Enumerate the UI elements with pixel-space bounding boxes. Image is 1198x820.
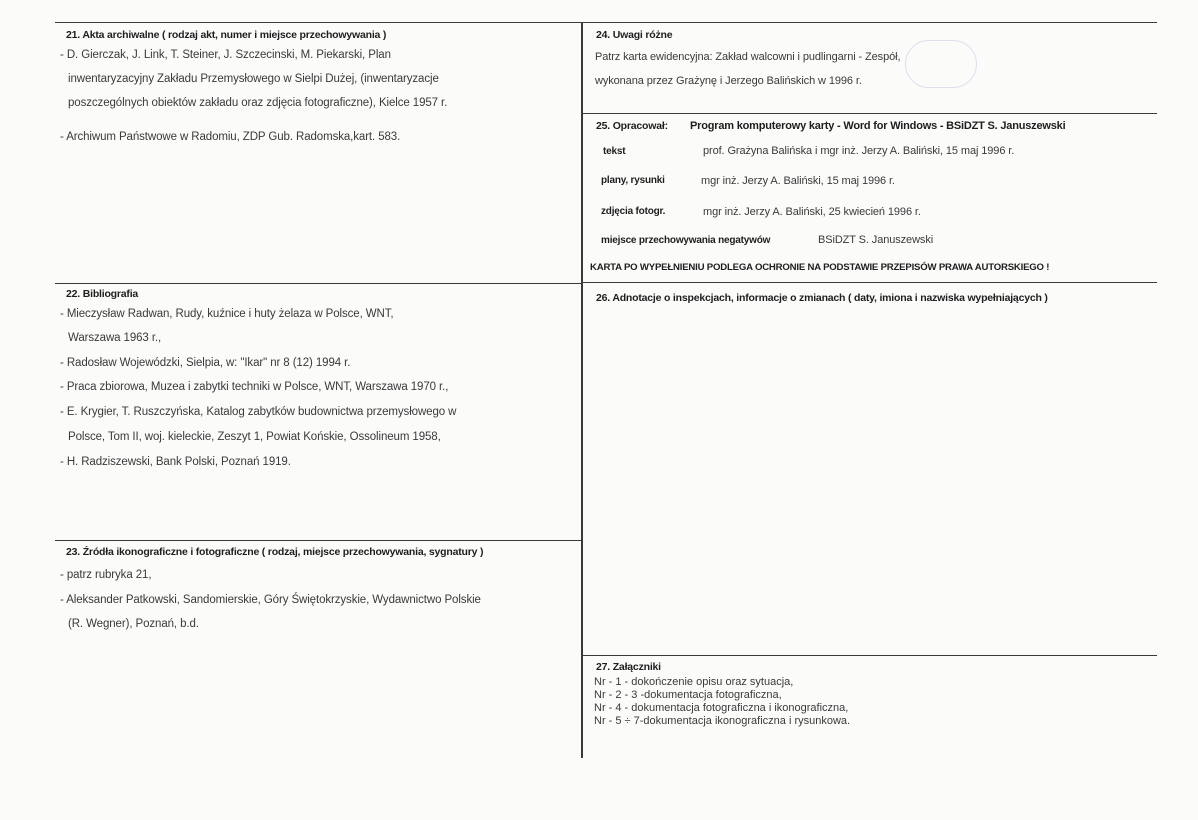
section-22-line: Warszawa 1963 r., xyxy=(68,332,162,344)
section-22-line: - H. Radziszewski, Bank Polski, Poznań 1919. xyxy=(60,456,291,468)
divider-23-line xyxy=(55,540,582,541)
value-tekst: prof. Grażyna Balińska i mgr inż. Jerzy A. Baliński, 15 maj 1996 r. xyxy=(703,145,1015,157)
section-23-title: 23. Źródła ikonograficzne i fotograficzne ( rodzaj, miejsce przechowywania, sygnatury ) xyxy=(66,546,484,558)
top-border-line xyxy=(55,22,1157,23)
section-23-line: - patrz rubryka 21, xyxy=(60,569,152,581)
section-21-title: 21. Akta archiwalne ( rodzaj akt, numer i miejsce przechowywania ) xyxy=(66,29,387,41)
section-22-title: 22. Bibliografia xyxy=(66,288,139,300)
label-plany-rysunki: plany, rysunki xyxy=(601,175,665,186)
section-25-program: Program komputerowy karty - Word for Windows - BSiDZT S. Januszewski xyxy=(690,120,1066,132)
section-26-title: 26. Adnotacje o inspekcjach, informacje o zmianach ( daty, imiona i nazwiska wypełniających ) xyxy=(596,292,1048,304)
label-zdjecia-fotogr: zdjęcia fotogr. xyxy=(601,206,666,217)
section-21-line: - Archiwum Państwowe w Radomiu, ZDP Gub. Radomska,kart. 583. xyxy=(60,131,401,143)
label-miejsce-negatywow: miejsce przechowywania negatywów xyxy=(601,235,771,246)
section-21-line: inwentaryzacyjny Zakładu Przemysłowego w Sielpi Dużej, (inwentaryzacje xyxy=(68,73,439,85)
label-tekst: tekst xyxy=(603,146,626,157)
center-divider-line xyxy=(581,22,583,758)
divider-25-line xyxy=(582,113,1157,114)
section-22-line: - Radosław Wojewódzki, Sielpia, w: "Ikar" nr 8 (12) 1994 r. xyxy=(60,357,351,369)
section-22-line: - Praca zbiorowa, Muzea i zabytki techniki w Polsce, WNT, Warszawa 1970 r., xyxy=(60,381,449,393)
section-27-line: Nr - 5 ÷ 7-dokumentacja ikonograficzna i rysunkowa. xyxy=(594,715,851,727)
section-24-line: wykonana przez Grażynę i Jerzego Balińskich w 1996 r. xyxy=(595,75,862,87)
section-24-title: 24. Uwagi różne xyxy=(596,29,673,41)
section-25-title: 25. Opracował: xyxy=(596,120,668,132)
section-27-title: 27. Załączniki xyxy=(596,661,661,673)
copyright-warning: KARTA PO WYPEŁNIENIU PODLEGA OCHRONIE NA PODSTAWIE PRZEPISÓW PRAWA AUTORSKIEGO ! xyxy=(590,262,1050,273)
section-27-line: Nr - 2 - 3 -dokumentacja fotograficzna, xyxy=(594,689,782,701)
section-22-line: - Mieczysław Radwan, Rudy, kuźnice i huty żelaza w Polsce, WNT, xyxy=(60,308,394,320)
section-24-line: Patrz karta ewidencyjna: Zakład walcowni i pudlingarni - Zespół, xyxy=(595,51,901,63)
section-21-line: poszczególnych obiektów zakładu oraz zdjęcia fotograficzne), Kielce 1957 r. xyxy=(68,97,448,109)
divider-26-line xyxy=(582,282,1157,283)
divider-22-line xyxy=(55,283,582,284)
divider-27-line xyxy=(582,655,1157,656)
value-plany-rysunki: mgr inż. Jerzy A. Baliński, 15 maj 1996 r. xyxy=(701,175,895,187)
value-zdjecia-fotogr: mgr inż. Jerzy A. Baliński, 25 kwiecień 1996 r. xyxy=(703,206,921,218)
section-22-line: Polsce, Tom II, woj. kieleckie, Zeszyt 1, Powiat Końskie, Ossolineum 1958, xyxy=(68,431,441,443)
section-22-line: - E. Krygier, T. Ruszczyńska, Katalog zabytków budownictwa przemysłowego w xyxy=(60,406,457,418)
section-27-line: Nr - 4 - dokumentacja fotograficzna i ikonograficzna, xyxy=(594,702,849,714)
section-21-line: - D. Gierczak, J. Link, T. Steiner, J. Szczecinski, M. Piekarski, Plan xyxy=(60,49,391,61)
value-miejsce-negatywow: BSiDZT S. Januszewski xyxy=(818,234,934,246)
section-23-line: (R. Wegner), Poznań, b.d. xyxy=(68,618,199,630)
faint-stamp-mark xyxy=(905,40,977,88)
section-27-line: Nr - 1 - dokończenie opisu oraz sytuacja, xyxy=(594,676,794,688)
section-23-line: - Aleksander Patkowski, Sandomierskie, Góry Świętokrzyskie, Wydawnictwo Polskie xyxy=(60,594,481,606)
